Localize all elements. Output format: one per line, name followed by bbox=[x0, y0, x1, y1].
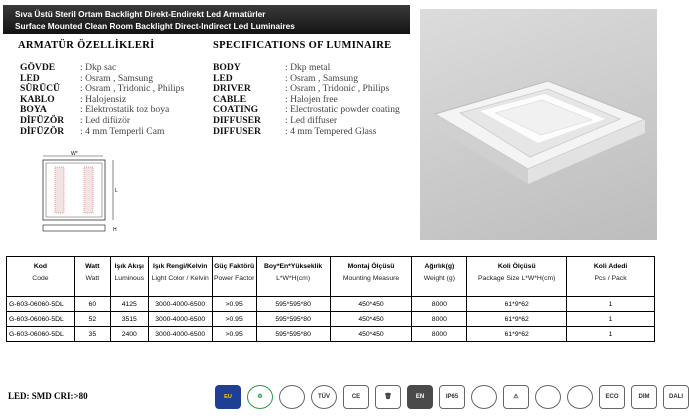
spec-key: BOYA bbox=[20, 104, 47, 116]
spec-key: DIFFUSER bbox=[213, 114, 261, 126]
cell-power-factor: >0.95 bbox=[212, 327, 256, 342]
specs-heading-en: SPECIFICATIONS OF LUMINAIRE bbox=[213, 40, 392, 51]
spec-key: CABLE bbox=[213, 93, 247, 105]
title-turkish: Sıva Üstü Steril Ortam Backlight Direkt-Endirekt Led Armatürler bbox=[15, 9, 266, 19]
spec-row bbox=[213, 127, 400, 138]
product-photo bbox=[420, 9, 657, 240]
cell-mounting: 450*450 bbox=[330, 312, 412, 327]
cell-weight: 8000 bbox=[412, 312, 467, 327]
warning-icon: ⚠ bbox=[503, 385, 529, 409]
header-tr: Koli Ölçüsü bbox=[497, 263, 536, 270]
header-tr: Güç Faktörü bbox=[214, 263, 255, 270]
column-header bbox=[110, 257, 148, 297]
spec-row bbox=[213, 116, 400, 127]
header-en: Mounting Measure bbox=[342, 275, 400, 282]
cell-weight: 8000 bbox=[412, 327, 467, 342]
cell-power-factor: >0.95 bbox=[212, 312, 256, 327]
ce-icon: CE bbox=[343, 385, 369, 409]
certification-icons bbox=[215, 385, 689, 409]
cell-luminous: 4125 bbox=[110, 297, 148, 312]
luminaire-outline bbox=[43, 160, 105, 220]
header-en: Pcs / Pack bbox=[594, 275, 627, 282]
cell-watt: 35 bbox=[74, 327, 110, 342]
cell-kelvin: 3000-4000-6500 bbox=[148, 297, 212, 312]
side-profile bbox=[43, 225, 105, 231]
spec-value: : 4 mm Temperli Cam bbox=[80, 125, 165, 137]
spec-key: DRIVER bbox=[213, 83, 251, 95]
header-en: Power Factor bbox=[213, 275, 255, 282]
cell-pcs: 1 bbox=[567, 297, 655, 312]
tuv-icon: TÜV bbox=[311, 385, 337, 409]
cell-package: 61*9*62 bbox=[467, 312, 567, 327]
cell-weight: 8000 bbox=[412, 297, 467, 312]
en-icon: EN bbox=[407, 385, 433, 409]
cell-code: G-603-06060-5DL bbox=[7, 312, 75, 327]
bulb-icon bbox=[279, 385, 305, 409]
title-bar bbox=[3, 5, 410, 34]
led-cri-text: LED: SMD CRI:>80 bbox=[8, 391, 88, 401]
header-en: Package Size L*W*H(cm) bbox=[478, 275, 556, 282]
cell-dimensions: 595*595*80 bbox=[256, 327, 330, 342]
spec-key: DIFFUSER bbox=[213, 125, 261, 137]
column-header bbox=[7, 257, 75, 297]
cell-kelvin: 3000-4000-6500 bbox=[148, 312, 212, 327]
spec-key: COATING bbox=[213, 104, 259, 116]
height-label: H bbox=[113, 227, 117, 233]
column-header bbox=[74, 257, 110, 297]
header-tr: Boy*En*Yükseklik bbox=[264, 263, 323, 270]
column-header bbox=[467, 257, 567, 297]
cell-pcs: 1 bbox=[567, 312, 655, 327]
eu-flag-icon: EU bbox=[215, 385, 241, 409]
cell-watt: 52 bbox=[74, 312, 110, 327]
led-strip-right bbox=[84, 167, 93, 213]
spec-key: SÜRÜCÜ bbox=[20, 83, 60, 95]
cell-dimensions: 595*595*80 bbox=[256, 312, 330, 327]
spec-row bbox=[20, 63, 184, 74]
cell-dimensions: 595*595*80 bbox=[256, 297, 330, 312]
header-en: Watt bbox=[85, 275, 100, 282]
spec-value: : Halojensiz bbox=[80, 93, 127, 105]
spec-value: : Led difüzör bbox=[80, 114, 131, 126]
spec-row bbox=[20, 127, 184, 138]
weee-bin-icon: 🗑 bbox=[375, 385, 401, 409]
table-row bbox=[7, 297, 655, 312]
cell-luminous: 3515 bbox=[110, 312, 148, 327]
spec-key: LED bbox=[20, 72, 40, 84]
spec-value: : Elektrostatik toz boya bbox=[80, 104, 170, 116]
recycle-icon: ♻ bbox=[247, 385, 273, 409]
specs-list-en bbox=[213, 63, 400, 137]
header-tr: Işık Rengi/Kelvin bbox=[153, 263, 208, 270]
cell-mounting: 450*450 bbox=[330, 327, 412, 342]
spec-value: : Dkp metal bbox=[285, 62, 331, 73]
spec-key: BODY bbox=[213, 62, 241, 73]
technical-drawing bbox=[33, 150, 133, 238]
cell-pcs: 1 bbox=[567, 327, 655, 342]
header-en: Luminous bbox=[114, 275, 145, 282]
title-english: Surface Mounted Clean Room Backlight Direct-Indirect Led Luminaires bbox=[15, 21, 295, 31]
column-header bbox=[212, 257, 256, 297]
cell-kelvin: 3000-4000-6500 bbox=[148, 327, 212, 342]
column-header bbox=[567, 257, 655, 297]
dim-icon: DIM bbox=[631, 385, 657, 409]
spec-value: : Halojen free bbox=[285, 93, 338, 105]
header-tr: Işık Akışı bbox=[114, 263, 144, 270]
table-row bbox=[7, 327, 655, 342]
led-strip-left bbox=[55, 167, 64, 213]
cell-package: 61*9*62 bbox=[467, 297, 567, 312]
ra-icon bbox=[535, 385, 561, 409]
dali-icon: DALI bbox=[663, 385, 689, 409]
spec-key: KABLO bbox=[20, 93, 55, 105]
spec-value: : 4 mm Tempered Glass bbox=[285, 125, 377, 137]
spec-value: : Osram , Samsung bbox=[80, 72, 154, 84]
cell-power-factor: >0.95 bbox=[212, 297, 256, 312]
header-en: Light Color / Kelvin bbox=[151, 275, 209, 282]
spec-key: GÖVDE bbox=[20, 62, 56, 73]
header-tr: Kod bbox=[33, 263, 48, 270]
specs-heading-tr: ARMATÜR ÖZELLİKLERİ bbox=[18, 40, 155, 51]
spec-value: : Osram , Tridonic , Philips bbox=[285, 83, 390, 95]
column-header bbox=[148, 257, 212, 297]
spec-value: : Osram , Samsung bbox=[285, 72, 359, 84]
table-header-row bbox=[7, 257, 655, 297]
table-row bbox=[7, 312, 655, 327]
header-tr: Watt bbox=[85, 263, 100, 270]
header-tr: Koli Adedi bbox=[593, 263, 628, 270]
cell-luminous: 2400 bbox=[110, 327, 148, 342]
cell-mounting: 450*450 bbox=[330, 297, 412, 312]
spec-key: DİFÜZÖR bbox=[20, 114, 65, 126]
header-en: Code bbox=[32, 275, 49, 282]
spec-row bbox=[213, 63, 400, 74]
cell-code: G-603-06060-5DL bbox=[7, 327, 75, 342]
specification-table bbox=[6, 256, 655, 342]
spec-value: : Electrostatic powder coating bbox=[285, 104, 400, 116]
spec-value: : Osram , Tridonic , Philips bbox=[80, 83, 185, 95]
cell-package: 61*9*62 bbox=[467, 327, 567, 342]
column-header bbox=[330, 257, 412, 297]
spec-value: : Dkp sac bbox=[80, 62, 117, 73]
luminaire-image bbox=[420, 9, 657, 240]
width-label: W* bbox=[71, 151, 78, 157]
header-en: Weight (g) bbox=[423, 275, 455, 282]
cell-watt: 60 bbox=[74, 297, 110, 312]
eco-icon: ECO bbox=[599, 385, 625, 409]
cell-code: G-603-06060-5DL bbox=[7, 297, 75, 312]
spec-key: DİFÜZÖR bbox=[20, 125, 65, 137]
specs-list-tr bbox=[20, 63, 184, 137]
spec-row bbox=[20, 116, 184, 127]
length-label: L bbox=[115, 188, 118, 194]
header-en: L*W*H(cm) bbox=[276, 275, 311, 282]
column-header bbox=[256, 257, 330, 297]
header-tr: Montaj Ölçüsü bbox=[347, 263, 395, 270]
header-tr: Ağırlık(g) bbox=[424, 263, 455, 270]
column-header bbox=[412, 257, 467, 297]
globe-icon bbox=[471, 385, 497, 409]
ip65-icon: IP65 bbox=[439, 385, 465, 409]
spec-value: : Led diffuser bbox=[285, 114, 338, 126]
lifetime-icon bbox=[567, 385, 593, 409]
spec-key: LED bbox=[213, 72, 233, 84]
